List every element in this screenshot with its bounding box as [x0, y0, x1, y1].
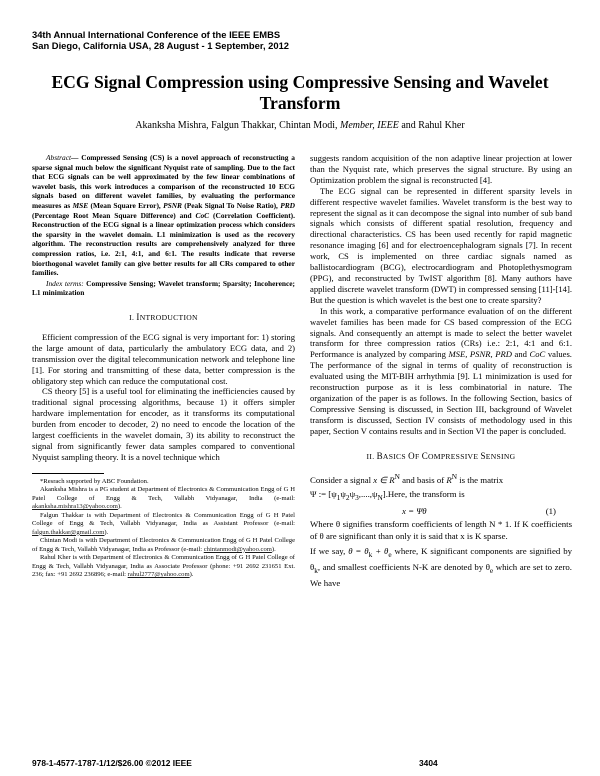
section-2-initial-s: S — [480, 450, 486, 461]
conference-line-2: San Diego, California USA, 28 August - 1 September, 2012 — [32, 40, 290, 51]
abstract-text-4: (Percentage Root Mean Square Difference) and — [32, 210, 196, 220]
cs-line1-r: R — [446, 474, 452, 485]
abstract — [32, 153, 295, 278]
right-p3-text-a: In this work, a comparative performance evaluation of on the different wavelet families has been made for CS based compression of the ECG signals. And consequently an attempt is made to select the better wavelet transform for three compression ratios (CRs) i.e.: 2:1, 4:1 and 6:1. Performance is analyzed by comparing — [310, 305, 572, 360]
authors-names: Akanksha Mishra, Falgun Thakkar, Chintan Modi, — [135, 120, 340, 131]
cs-line4-b: where, K significant components are signified by θ — [310, 546, 572, 572]
cs-sub-1: 1 — [336, 493, 341, 503]
cs-sub-3: 3 — [355, 493, 359, 503]
right-paragraph-1: suggests random acquisition of the non adaptive linear projection at lower than the Nyquist rate, which preserves the signal structure. By using an Optimization problem the signal is reconstructed [4]. — [310, 153, 572, 185]
section-2-part-1: ASICS — [382, 451, 409, 461]
index-terms-text: Compressive Sensing; Wavelet transform; Sparsity; Incoherence; L1 minimization — [32, 278, 295, 298]
section-2-numeral: II. — [366, 451, 377, 461]
conference-header — [32, 29, 289, 51]
section-1-initial: I — [136, 311, 140, 322]
cs-line2-a: Ψ := [ψ — [310, 489, 337, 500]
footer-isbn: 978-1-4577-1787-1/12/$26.00 ©2012 IEEE — [32, 758, 192, 768]
author-list — [30, 120, 570, 132]
cs-line1-sup-n: N — [394, 471, 400, 481]
footnote-3 — [32, 512, 295, 538]
abstract-text-2: (Mean Square Error), — [88, 200, 164, 210]
section-2-initial-b: B — [376, 450, 383, 461]
footnotes — [32, 478, 295, 580]
equation-1 — [310, 504, 572, 518]
abstract-prd: PRD — [280, 200, 295, 210]
section-2-part-3: OMPRESSIVE — [428, 451, 481, 461]
cs-line1-b: and basis of — [399, 474, 447, 485]
cs-line1-x: x ∈ R — [373, 474, 395, 485]
right-paragraph-3 — [310, 306, 572, 437]
authors-member: Member, IEEE — [339, 120, 399, 131]
cs-sparsity-text: Where θ signifies transform coefficients of length N * 1. If K coefficients of θ are significant than only it is said that x is K sparse. — [310, 519, 572, 542]
section-2-initial-c: C — [421, 450, 429, 461]
cs-line4-c: , and smallest coefficients N-K are denoted by θ — [317, 561, 490, 572]
footnote-5 — [32, 554, 295, 580]
section-1-title-rest: NTRODUCTION — [139, 312, 198, 322]
abstract-text-1: — Compressed Sensing (CS) is a novel approach of reconstructing a sparse signal much below the significant Nyquist rate of sampling. Due to the fact that ECG signals can be well approximated by the few linear combinations of wavelet basis, this work introduces a comparison of the reconstructed 10 ECG signals based on different wavelet families, by evaluating the performance measures as — [32, 153, 295, 210]
footnote-4-text: Chintan Modi is with Department of Electronics & Communication Engg of G H Patel College of Engg & Tech, Vallabh Vidyanagar, India as Professor (e-mail: — [32, 537, 295, 553]
cs-line4-sub-k2: k — [314, 565, 318, 575]
cs-line4-plus-theta: + θ — [372, 546, 389, 557]
abstract-psnr: PSNR — [163, 200, 182, 210]
abstract-text-5: (Correlation Coefficient). Reconstruction of the ECG signal is a linear optimization process which considers the sparsity in the wavelet domain. L1 minimization is used as the recovery algorithm. The reconstruction results are comprehensively analyzed for three compression ratios, i.e. 2:1, 4:1, and 6:1. The results indicate that reverse biorthogonal wavelet family can give better results for all CRs compared to other families. — [32, 210, 295, 278]
cs-decomposition-text — [310, 545, 572, 589]
footer-page-number: 3404 — [419, 758, 438, 768]
cs-sub-2: 2 — [345, 493, 350, 503]
cs-line4-a: If we say, — [310, 546, 349, 557]
right-p3-coc: CoC — [529, 349, 546, 360]
email-link-kher[interactable]: rahul2777@yahoo.com — [127, 571, 190, 579]
section-1-numeral: I. — [129, 312, 137, 322]
footnote-3-text: Falgun Thakkar is with Department of Electronics & Communication Engg of G H Patel College of Engg & Tech, Vallabh Vidyanagar, India as Assistant Professor (e-mail: — [32, 511, 295, 528]
abstract-coc: CoC — [195, 210, 210, 220]
abstract-label: Abstract — [46, 153, 72, 162]
cs-sub-n: N — [377, 493, 383, 503]
footnote-4-end: ). — [271, 545, 276, 553]
footnote-2 — [32, 486, 295, 512]
cs-signal-definition — [310, 471, 572, 486]
cs-line4-sub-e2: e — [489, 565, 494, 575]
email-link-modi[interactable]: chintanmodi@yahoo.com — [203, 545, 272, 553]
right-p3-text-c: values. The performance of the signal in terms of quality of reconstruction is evaluated using the MIT-BIH arrhythmia [9]. L1 minimization is used for reconstruction purpose as it is less combinatorial in nature. The organization of the paper is as follows. In the following Section, basics of Compressive Sensing is discussed, in Section III, background of Wavelet transform is discussed, Section IV consists of methodology used in this paper, Section V contains results and in Section VI the paper is concluded. — [310, 349, 572, 436]
email-link-thakkar[interactable]: falgun.thakkar@gmail.com — [32, 528, 105, 536]
cs-line4-sub-e: e — [388, 549, 392, 559]
footnote-5-text: Rahul Kher is with Department of Electronics & Communication Engg of G H Patel College of Engg & Tech, Vallabh Vidyanagar, India as Associate Professor (phone: +91 2692 231651 Ext. 236; fax: +91 2692 236896; e-mail: — [32, 554, 295, 579]
equation-1-formula: x = Ψθ — [402, 506, 427, 517]
footnote-3-end: ). — [104, 528, 109, 536]
index-terms — [32, 279, 295, 298]
intro-paragraph-2: CS theory [5] is a useful tool for eliminating the inefficiencies caused by traditional signal processing algorithms, because 1) it offers simpler hardware implementation for encoder, as it transforms its computational burden from encoder to decoder, 2) no need to encode the location of the largest coefficients in the wavelet domain, 3) its ability to reconstruct the signal from significantly fewer data samples compared to conventional Nyquist sampling theory. It is a novel technique which — [32, 386, 295, 462]
footnote-2-text: Akanksha Mishra is a PG student at Department of Electronics & Communication Engg of G H Patel College of Engg & Tech, Vallabh Vidyanagar, India (e-mail: — [32, 486, 295, 502]
cs-line1-a: Consider a signal — [310, 474, 374, 485]
index-terms-label: Index terms: — [46, 278, 84, 288]
abstract-text-3: (Peak Signal To Noise Ratio), — [181, 200, 281, 210]
cs-line1-c: is the matrix — [457, 474, 504, 485]
left-column — [32, 153, 295, 580]
cs-line1-sup-n2: N — [451, 471, 458, 481]
cs-line4-sub-k: k — [368, 549, 373, 559]
cs-basis-matrix — [310, 488, 572, 504]
intro-paragraph-1: Efficient compression of the ECG signal is very important for: 1) storing the large amount of data, particularly the ambulatory ECG data, and 2) transmission over the digital telecommunication network and telephone line [1]. For storing and transmitting of these data, better compression is the obligatory step which can reduce the computational cost. — [32, 331, 295, 386]
paper-title: ECG Signal Compression using Compressive Sensing and Wavelet Transform — [51, 72, 549, 113]
section-1-heading — [32, 312, 295, 323]
right-column — [310, 153, 572, 589]
footnote-4 — [32, 537, 295, 554]
right-paragraph-2: The ECG signal can be represented in different sparsity levels in different respective wavelet families. Wavelet transform is the best way to represent the signal as it can decompose the signal into number of sub band signals which consists of different spatial resolution, frequency and directional characteristics. CS has been used recently for rapid magnetic resonance imaging [6] and for electroencephalogram signals [7]. In recent work, CS is implemented on three cardiac signals named as ballistocardiogram (BCG), electrocardiogram and Photoplethysmogram (PPG), and reconstructed by TwIST algorithm [8]. Many authors have applied discrete wavelet transform (DWT) in compressed sensing [11]-[14]. But the question is which wavelet is the best one to create sparsity? — [310, 185, 572, 305]
email-link-mishra[interactable]: akanksha.mishra13@yahoo.com — [32, 503, 118, 511]
section-2-part-2: F — [414, 451, 422, 461]
cs-line2-b: ψ — [340, 489, 346, 500]
right-p3-metrics: MSE, PSNR, PRD — [448, 349, 512, 360]
right-p3-text-b: and — [511, 349, 530, 360]
cs-line2-c: ψ — [349, 489, 356, 500]
footnote-5-end: ). — [189, 571, 194, 579]
abstract-mse: MSE — [72, 200, 89, 210]
section-2-part-4: ENSING — [485, 451, 516, 461]
footnote-2-end: ). — [117, 503, 122, 511]
conference-line-1: 34th Annual International Conference of the IEEE EMBS — [32, 29, 281, 40]
authors-tail: and Rahul Kher — [398, 120, 465, 131]
cs-line2-d: ,....,ψ — [358, 489, 378, 500]
cs-line4-d: which are set to zero. We have — [310, 561, 572, 588]
cs-line2-e: ].Here, the transform is — [382, 489, 465, 500]
equation-1-number: (1) — [545, 506, 556, 517]
cs-line4-theta: θ = θ — [348, 546, 369, 557]
footnote-1: *Resrach supported by ABC Foundation. — [40, 477, 149, 485]
footnote-rule — [32, 473, 104, 474]
section-2-initial-o: O — [408, 450, 415, 461]
section-2-heading — [310, 451, 572, 462]
